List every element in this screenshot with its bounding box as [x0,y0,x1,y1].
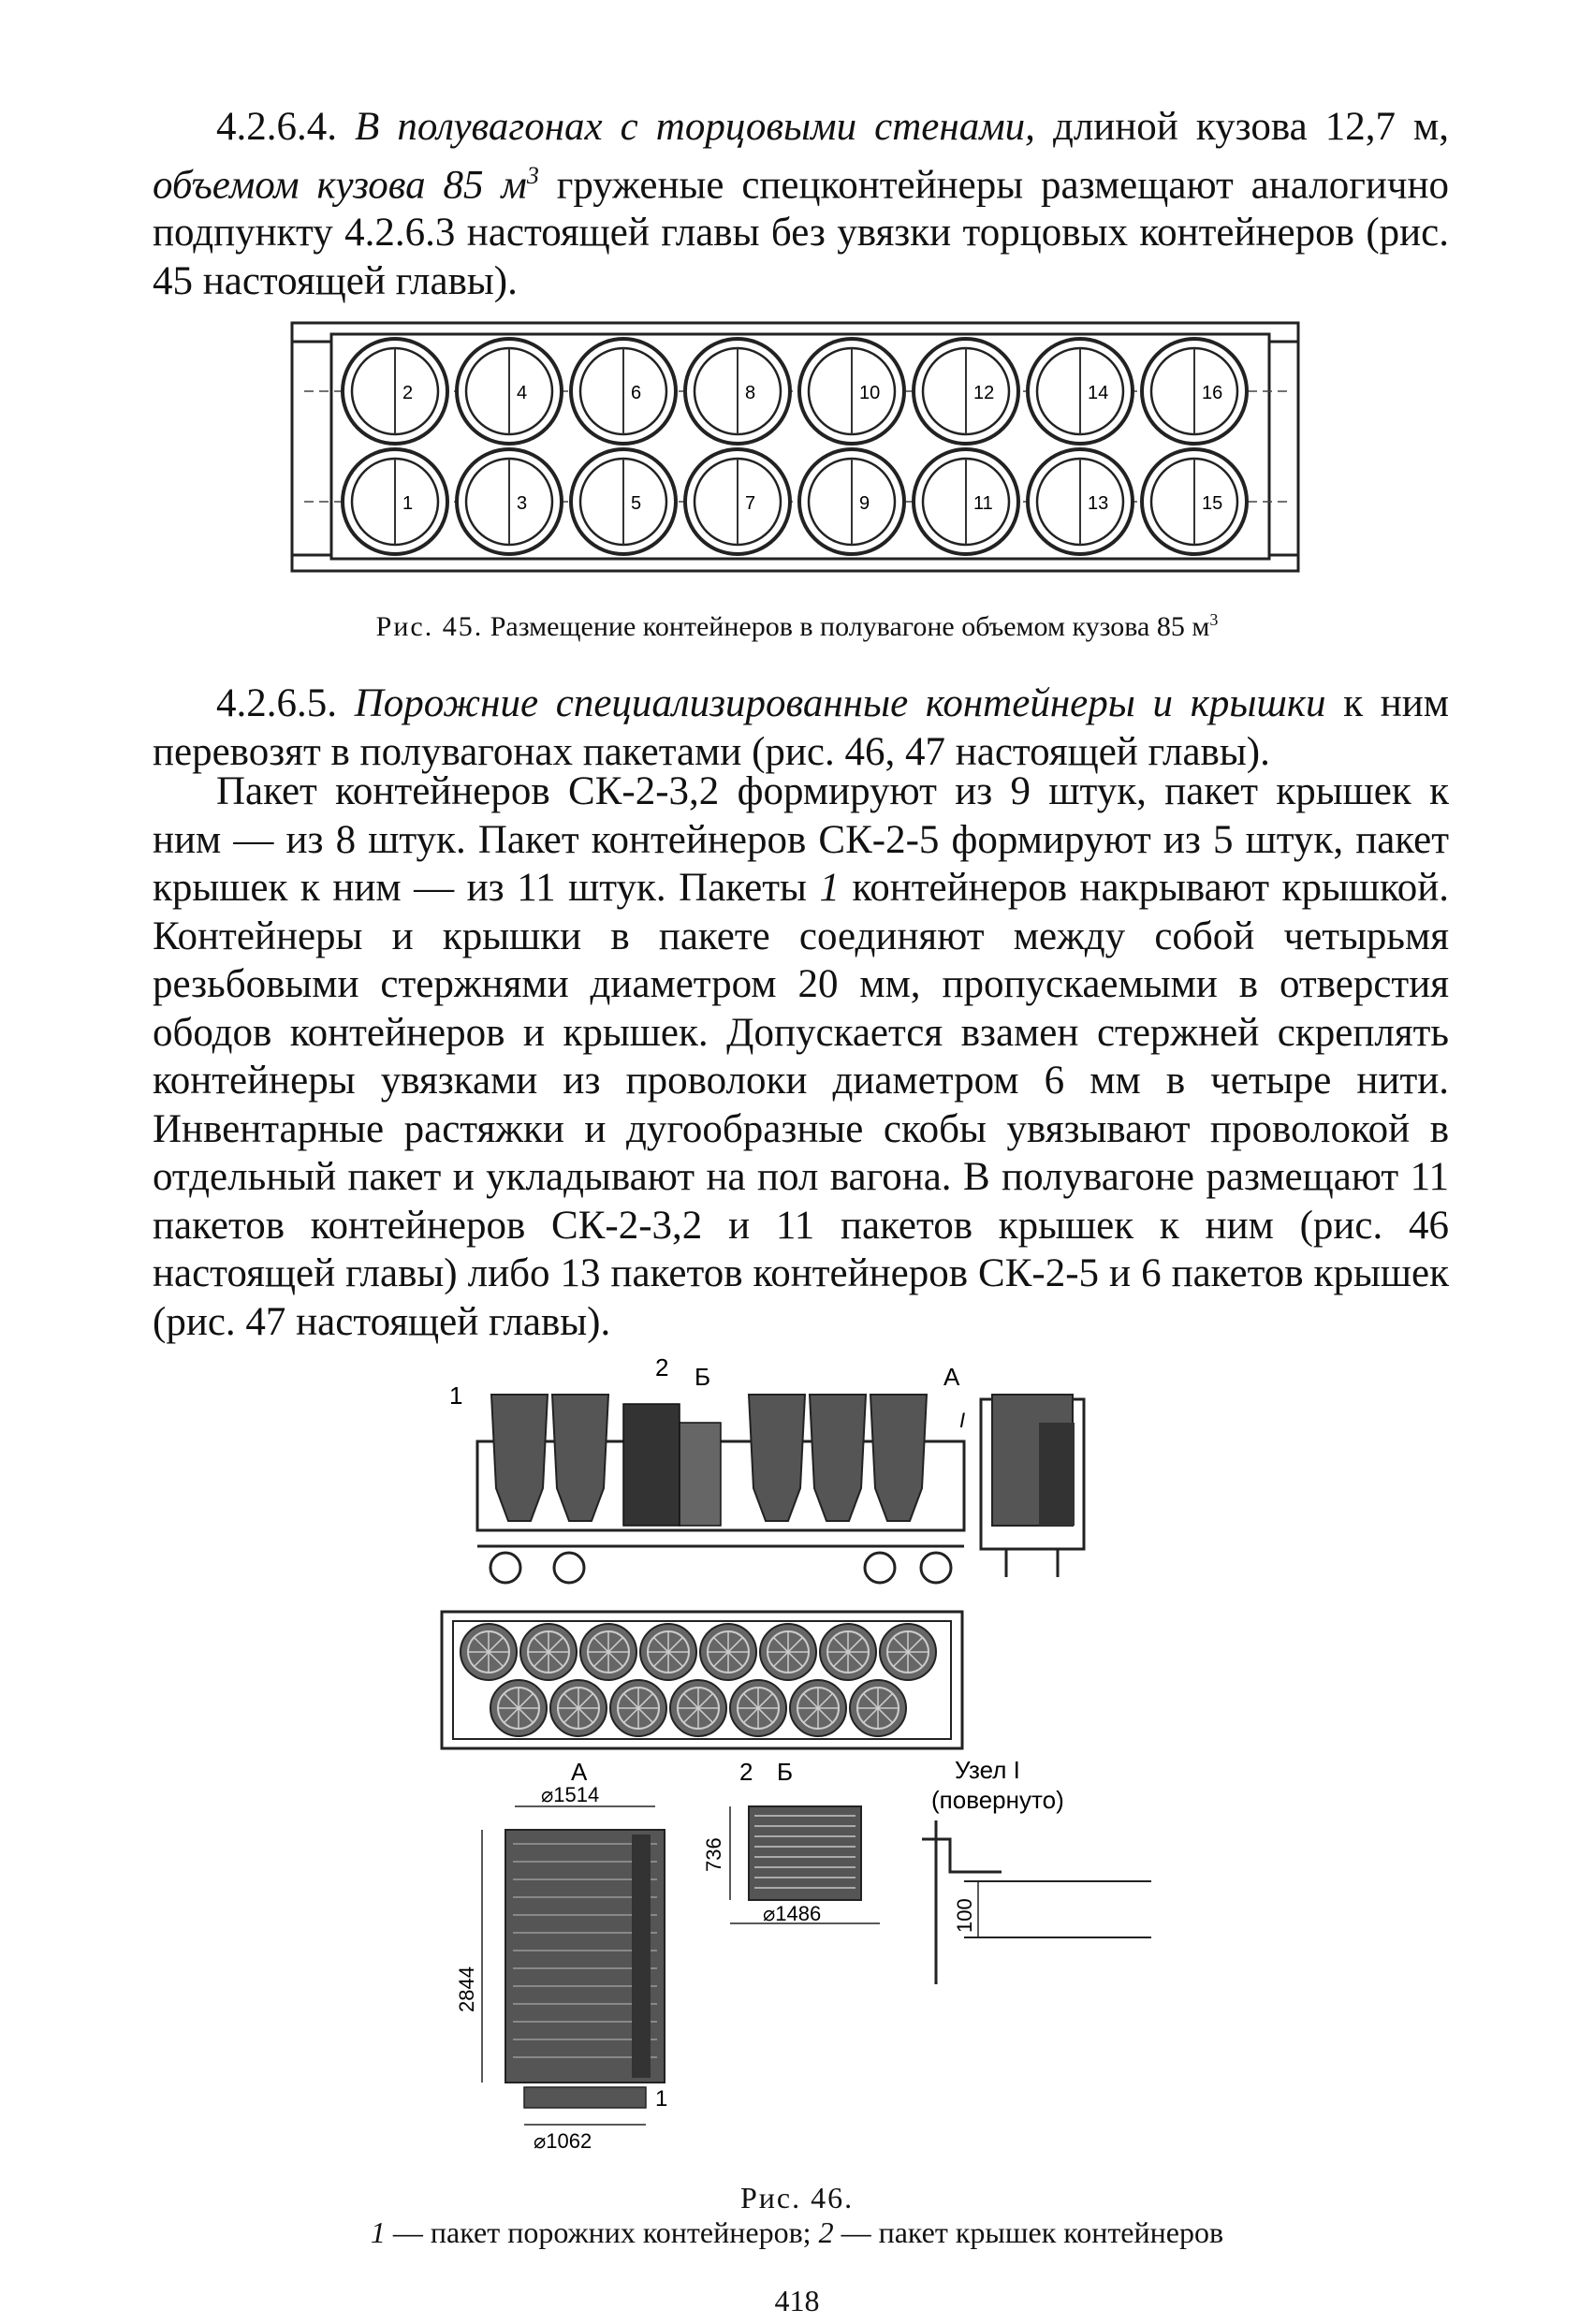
container-4 [457,339,562,444]
container-8 [685,339,790,444]
superscript: 3 [1209,610,1219,629]
wagon-side-view [449,1353,965,1583]
container-top-view [880,1624,936,1680]
caption-text: Размещение контейнеров в полувагоне объемом кузова 85 м [483,611,1210,642]
container-top-view [580,1624,636,1680]
figure-46-wagon-plan [440,1610,964,1750]
caption-prefix: Рис. 45. [375,611,484,642]
section-number: 4.2.6.4. [216,105,356,149]
container-top-view [790,1680,846,1736]
view-b-lid-pack [702,1758,880,1925]
figure-45-caption [0,610,1594,643]
container-number: 16 [1202,383,1223,403]
superscript: 3 [526,161,539,189]
label-view-2: 2 [739,1758,753,1786]
container-9 [799,449,904,554]
container-top-view [700,1624,756,1680]
label-view-a: А [571,1758,588,1786]
body-text: контейнеров накрывают крышкой. Контейнеры и крышки в пакете соединяют между собой четырьмя резьбовыми стержнями диаметром 20 мм, пропускаемыми в отверстия ободов контейнеров и крышек. Допускается взамен стержней скреплять контейнеры увязками из проволоки диаметром 6 мм в четыре нити. Инвентарные растяжки и дугообразные скобы увязывают проволокой в отдельный пакет и укладывают на пол вагона. В полувагоне размещают 11 пакетов контейнеров СК-2-3,2 и 11 пакетов крышек к ним (рис. 46 настоящей главы) либо 13 пакетов контейнеров СК-2-5 и 6 пакетов крышек (рис. 47 настоящей главы). [153,866,1450,1344]
container-3 [457,449,562,554]
container-top-view [461,1624,517,1680]
container-13 [1028,449,1133,554]
container-11 [914,449,1018,554]
container-14 [1028,339,1133,444]
container-top-view [820,1624,876,1680]
node-i-detail [922,1756,1151,1984]
container-top-view [730,1680,786,1736]
section-number: 4.2.6.5. [216,681,355,725]
container-12 [914,339,1018,444]
emphasis-text: объемом кузова 85 м [153,162,527,207]
body-text: Пакет контейнеров СК-2-3,2 формируют из 9 штук, пакет крышек к ним — из 8 штук. Пакет контейнеров СК-2-5 формируют из 5 штук, пакет крышек к ним — из 11 штук. Пакеты [153,769,1449,910]
dim-d1486: ⌀1486 [763,1902,822,1925]
container-number: 7 [745,493,756,514]
container-top-view [760,1624,816,1680]
body-text: к ним перевозят в полувагонах пакетами (рис. 46, 47 настоящей главы). [153,681,1450,774]
figure-46-drawing [440,1348,1151,1610]
dim-d1514: ⌀1514 [541,1783,600,1806]
bogie-wheels [490,1553,951,1583]
container-10 [799,339,904,444]
label-2: 2 [655,1353,669,1381]
wagon-end-view [981,1395,1084,1577]
view-a-package [455,1758,667,2153]
container-number: 11 [973,493,993,514]
container-16 [1142,339,1247,444]
figure-46-caption-title [0,2181,1594,2215]
container-1 [343,449,447,554]
container-top-view [520,1624,577,1680]
container-top-view [850,1680,906,1736]
label-node-i: I [959,1409,966,1432]
paragraph-package-description [153,767,1449,1346]
container-7 [685,449,790,554]
label-b: Б [695,1363,711,1391]
container-top-view [670,1680,726,1736]
container-top-view [610,1680,666,1736]
body-text: длиной кузова 12,7 м, [1034,105,1450,149]
container-number: 1 [402,493,414,514]
container-number: 13 [1088,493,1109,514]
figure-45-wagon-plan [290,321,1301,574]
emphasis-text: 1 [819,866,840,910]
container-number: 15 [1202,493,1223,514]
container-number: 4 [517,383,528,403]
figure-46-details [440,1750,1151,2171]
container-15 [1142,449,1247,554]
legend-text: — пакет порожних контейнеров; [385,2215,819,2249]
dim-h100: 100 [953,1898,976,1933]
dim-d1062: ⌀1062 [534,2129,592,2153]
container-6 [571,339,676,444]
label-view-b: Б [777,1758,794,1786]
emphasis-text: В полувагонах с торцовыми стенами, [355,105,1035,149]
figure-46-caption-legend [0,2215,1594,2250]
container-number: 3 [517,493,528,514]
label-1: 1 [449,1381,463,1410]
container-number: 8 [745,383,756,403]
legend-index: 2 [818,2215,834,2249]
lid-pack-side [623,1404,721,1526]
container-top-view [490,1680,547,1736]
legend-text: — пакет крышек контейнеров [833,2215,1224,2249]
container-5 [571,449,676,554]
node-subtitle: (повернуто) [931,1786,1064,1814]
body-text: груженые спецконтейнеры размещают аналогично подпункту 4.2.6.3 настоящей главы без увязки торцовых контейнеров (рис. 45 настоящей главы). [153,162,1449,303]
dim-h736: 736 [702,1837,725,1872]
legend-index: 1 [370,2215,386,2249]
container-number: 10 [859,383,881,403]
container-number: 5 [631,493,642,514]
container-top-view [640,1624,696,1680]
dim-h2844: 2844 [455,1966,478,2012]
node-title: Узел I [955,1756,1020,1784]
paragraph-4-2-6-4 [153,103,1449,305]
container-number: 14 [1088,383,1109,403]
container-2 [343,339,447,444]
container-number: 6 [631,383,642,403]
page-number: 418 [774,2284,820,2317]
paragraph-4-2-6-5 [153,680,1449,776]
emphasis-text: Порожние специализированные контейнеры и крышки [354,681,1326,725]
label-1-bottom: 1 [655,2086,668,2112]
caption-title: Рис. 46. [739,2181,855,2214]
wagon-outer-wall [292,323,1298,571]
container-top-view [550,1680,607,1736]
container-number: 2 [402,383,414,403]
container-number: 9 [859,493,870,514]
container-number: 12 [973,383,995,403]
label-a: А [943,1363,960,1391]
